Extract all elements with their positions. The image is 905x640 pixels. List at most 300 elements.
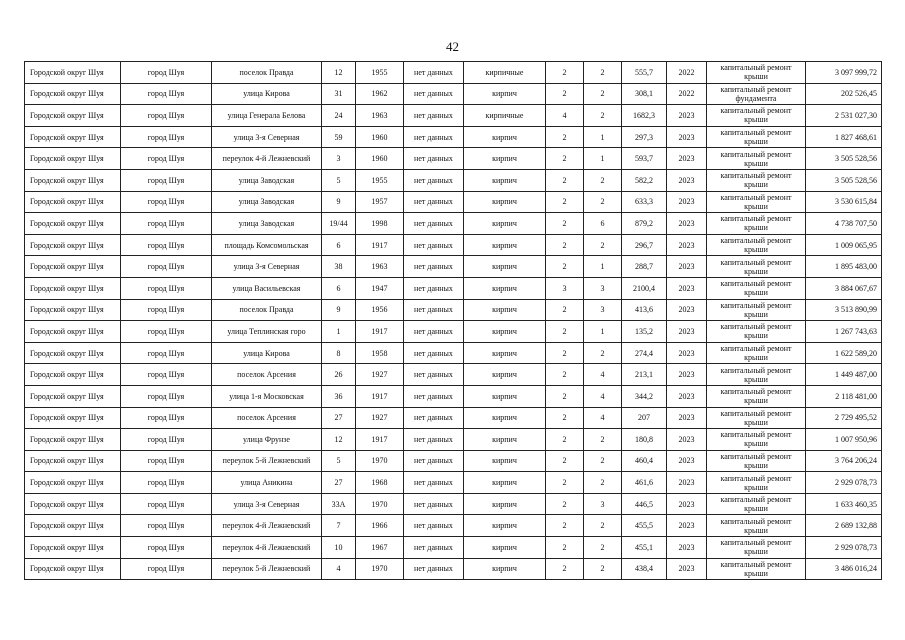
cost-cell: 3 097 999,72 bbox=[806, 62, 882, 84]
entrances-cell: 2 bbox=[584, 558, 622, 580]
area-cell: 1682,3 bbox=[622, 105, 667, 127]
work-type-cell: капитальный ремонт крыши bbox=[707, 213, 806, 235]
work-type-cell: капитальный ремонт крыши bbox=[707, 364, 806, 386]
district-cell: Городской округ Шуя bbox=[25, 537, 121, 559]
floors-cell: 2 bbox=[546, 83, 584, 105]
year-data-cell: нет данных bbox=[404, 126, 464, 148]
city-cell: город Шуя bbox=[121, 213, 212, 235]
street-cell: переулок 5-й Лежневский bbox=[212, 450, 322, 472]
street-cell: улица 3-я Северная bbox=[212, 256, 322, 278]
work-type-cell: капитальный ремонт крыши bbox=[707, 299, 806, 321]
area-cell: 207 bbox=[622, 407, 667, 429]
entrances-cell: 4 bbox=[584, 385, 622, 407]
house-number-cell: 9 bbox=[322, 191, 356, 213]
year-built-cell: 1970 bbox=[356, 450, 404, 472]
city-cell: город Шуя bbox=[121, 234, 212, 256]
cost-cell: 1 827 468,61 bbox=[806, 126, 882, 148]
year-data-cell: нет данных bbox=[404, 213, 464, 235]
area-cell: 455,1 bbox=[622, 537, 667, 559]
street-cell: площадь Комсомольская bbox=[212, 234, 322, 256]
year-built-cell: 1955 bbox=[356, 169, 404, 191]
table-row bbox=[25, 342, 882, 364]
street-cell: переулок 4-й Лежневский bbox=[212, 515, 322, 537]
entrances-cell: 1 bbox=[584, 321, 622, 343]
work-type-cell: капитальный ремонт крыши bbox=[707, 558, 806, 580]
year-built-cell: 1962 bbox=[356, 83, 404, 105]
work-type-cell: капитальный ремонт крыши bbox=[707, 256, 806, 278]
table-row bbox=[25, 493, 882, 515]
house-number-cell: 59 bbox=[322, 126, 356, 148]
district-cell: Городской округ Шуя bbox=[25, 493, 121, 515]
city-cell: город Шуя bbox=[121, 169, 212, 191]
table-row bbox=[25, 83, 882, 105]
house-number-cell: 27 bbox=[322, 472, 356, 494]
district-cell: Городской округ Шуя bbox=[25, 256, 121, 278]
plan-year-cell: 2023 bbox=[667, 472, 707, 494]
table-row bbox=[25, 148, 882, 170]
plan-year-cell: 2023 bbox=[667, 407, 707, 429]
city-cell: город Шуя bbox=[121, 364, 212, 386]
district-cell: Городской округ Шуя bbox=[25, 385, 121, 407]
cost-cell: 3 513 890,99 bbox=[806, 299, 882, 321]
cost-cell: 2 689 132,88 bbox=[806, 515, 882, 537]
year-data-cell: нет данных bbox=[404, 277, 464, 299]
wall-material-cell: кирпич bbox=[464, 277, 546, 299]
cost-cell: 2 729 495,52 bbox=[806, 407, 882, 429]
plan-year-cell: 2023 bbox=[667, 558, 707, 580]
city-cell: город Шуя bbox=[121, 126, 212, 148]
work-type-cell: капитальный ремонт крыши bbox=[707, 472, 806, 494]
year-data-cell: нет данных bbox=[404, 472, 464, 494]
street-cell: улица 1-я Московская bbox=[212, 385, 322, 407]
cost-cell: 3 505 528,56 bbox=[806, 148, 882, 170]
house-number-cell: 7 bbox=[322, 515, 356, 537]
cost-cell: 2 531 027,30 bbox=[806, 105, 882, 127]
area-cell: 413,6 bbox=[622, 299, 667, 321]
wall-material-cell: кирпич bbox=[464, 83, 546, 105]
cost-cell: 1 267 743,63 bbox=[806, 321, 882, 343]
year-built-cell: 1947 bbox=[356, 277, 404, 299]
house-number-cell: 5 bbox=[322, 169, 356, 191]
entrances-cell: 6 bbox=[584, 213, 622, 235]
entrances-cell: 2 bbox=[584, 105, 622, 127]
year-data-cell: нет данных bbox=[404, 299, 464, 321]
plan-year-cell: 2023 bbox=[667, 364, 707, 386]
year-built-cell: 1967 bbox=[356, 537, 404, 559]
year-data-cell: нет данных bbox=[404, 321, 464, 343]
area-cell: 455,5 bbox=[622, 515, 667, 537]
table-row bbox=[25, 234, 882, 256]
work-type-cell: капитальный ремонт крыши bbox=[707, 450, 806, 472]
floors-cell: 2 bbox=[546, 493, 584, 515]
district-cell: Городской округ Шуя bbox=[25, 429, 121, 451]
wall-material-cell: кирпич bbox=[464, 450, 546, 472]
house-number-cell: 6 bbox=[322, 234, 356, 256]
cost-cell: 202 526,45 bbox=[806, 83, 882, 105]
housing-repair-table bbox=[24, 61, 882, 580]
house-number-cell: 3 bbox=[322, 148, 356, 170]
year-built-cell: 1960 bbox=[356, 148, 404, 170]
table-row bbox=[25, 407, 882, 429]
house-number-cell: 6 bbox=[322, 277, 356, 299]
cost-cell: 2 929 078,73 bbox=[806, 537, 882, 559]
year-built-cell: 1917 bbox=[356, 385, 404, 407]
area-cell: 582,2 bbox=[622, 169, 667, 191]
floors-cell: 2 bbox=[546, 256, 584, 278]
cost-cell: 1 895 483,00 bbox=[806, 256, 882, 278]
wall-material-cell: кирпич bbox=[464, 493, 546, 515]
table-row bbox=[25, 537, 882, 559]
year-built-cell: 1957 bbox=[356, 191, 404, 213]
house-number-cell: 36 bbox=[322, 385, 356, 407]
area-cell: 446,5 bbox=[622, 493, 667, 515]
city-cell: город Шуя bbox=[121, 256, 212, 278]
year-built-cell: 1966 bbox=[356, 515, 404, 537]
city-cell: город Шуя bbox=[121, 191, 212, 213]
year-data-cell: нет данных bbox=[404, 62, 464, 84]
area-cell: 879,2 bbox=[622, 213, 667, 235]
house-number-cell: 12 bbox=[322, 429, 356, 451]
wall-material-cell: кирпич bbox=[464, 256, 546, 278]
street-cell: улица Теплинская горо bbox=[212, 321, 322, 343]
wall-material-cell: кирпич bbox=[464, 558, 546, 580]
table-row bbox=[25, 299, 882, 321]
year-built-cell: 1960 bbox=[356, 126, 404, 148]
city-cell: город Шуя bbox=[121, 62, 212, 84]
plan-year-cell: 2023 bbox=[667, 299, 707, 321]
area-cell: 344,2 bbox=[622, 385, 667, 407]
street-cell: улица Кирова bbox=[212, 83, 322, 105]
entrances-cell: 2 bbox=[584, 472, 622, 494]
floors-cell: 2 bbox=[546, 148, 584, 170]
floors-cell: 2 bbox=[546, 407, 584, 429]
year-data-cell: нет данных bbox=[404, 342, 464, 364]
area-cell: 213,1 bbox=[622, 364, 667, 386]
table-row bbox=[25, 515, 882, 537]
floors-cell: 2 bbox=[546, 364, 584, 386]
work-type-cell: капитальный ремонт крыши bbox=[707, 537, 806, 559]
work-type-cell: капитальный ремонт крыши bbox=[707, 385, 806, 407]
area-cell: 461,6 bbox=[622, 472, 667, 494]
house-number-cell: 5 bbox=[322, 450, 356, 472]
plan-year-cell: 2023 bbox=[667, 277, 707, 299]
year-data-cell: нет данных bbox=[404, 558, 464, 580]
year-data-cell: нет данных bbox=[404, 169, 464, 191]
entrances-cell: 1 bbox=[584, 126, 622, 148]
plan-year-cell: 2023 bbox=[667, 537, 707, 559]
entrances-cell: 3 bbox=[584, 277, 622, 299]
street-cell: улица 3-я Северная bbox=[212, 493, 322, 515]
table-row bbox=[25, 321, 882, 343]
plan-year-cell: 2023 bbox=[667, 213, 707, 235]
district-cell: Городской округ Шуя bbox=[25, 321, 121, 343]
plan-year-cell: 2022 bbox=[667, 83, 707, 105]
year-data-cell: нет данных bbox=[404, 407, 464, 429]
floors-cell: 2 bbox=[546, 537, 584, 559]
work-type-cell: капитальный ремонт крыши bbox=[707, 277, 806, 299]
city-cell: город Шуя bbox=[121, 83, 212, 105]
house-number-cell: 9 bbox=[322, 299, 356, 321]
year-data-cell: нет данных bbox=[404, 105, 464, 127]
city-cell: город Шуя bbox=[121, 105, 212, 127]
work-type-cell: капитальный ремонт крыши bbox=[707, 191, 806, 213]
entrances-cell: 4 bbox=[584, 407, 622, 429]
house-number-cell: 10 bbox=[322, 537, 356, 559]
entrances-cell: 4 bbox=[584, 364, 622, 386]
year-data-cell: нет данных bbox=[404, 385, 464, 407]
table-row bbox=[25, 256, 882, 278]
floors-cell: 2 bbox=[546, 429, 584, 451]
entrances-cell: 2 bbox=[584, 234, 622, 256]
area-cell: 555,7 bbox=[622, 62, 667, 84]
city-cell: город Шуя bbox=[121, 299, 212, 321]
cost-cell: 4 738 707,50 bbox=[806, 213, 882, 235]
wall-material-cell: кирпич bbox=[464, 537, 546, 559]
street-cell: улица 3-я Северная bbox=[212, 126, 322, 148]
work-type-cell: капитальный ремонт крыши bbox=[707, 234, 806, 256]
area-cell: 288,7 bbox=[622, 256, 667, 278]
street-cell: переулок 5-й Лежневский bbox=[212, 558, 322, 580]
district-cell: Городской округ Шуя bbox=[25, 472, 121, 494]
area-cell: 135,2 bbox=[622, 321, 667, 343]
plan-year-cell: 2023 bbox=[667, 105, 707, 127]
district-cell: Городской округ Шуя bbox=[25, 407, 121, 429]
work-type-cell: капитальный ремонт крыши bbox=[707, 126, 806, 148]
year-built-cell: 1955 bbox=[356, 62, 404, 84]
city-cell: город Шуя bbox=[121, 472, 212, 494]
house-number-cell: 12 bbox=[322, 62, 356, 84]
floors-cell: 2 bbox=[546, 385, 584, 407]
plan-year-cell: 2023 bbox=[667, 493, 707, 515]
district-cell: Городской округ Шуя bbox=[25, 234, 121, 256]
floors-cell: 2 bbox=[546, 62, 584, 84]
year-built-cell: 1963 bbox=[356, 256, 404, 278]
floors-cell: 2 bbox=[546, 126, 584, 148]
cost-cell: 3 884 067,67 bbox=[806, 277, 882, 299]
table-row bbox=[25, 558, 882, 580]
cost-cell: 1 449 487,00 bbox=[806, 364, 882, 386]
year-data-cell: нет данных bbox=[404, 450, 464, 472]
plan-year-cell: 2023 bbox=[667, 148, 707, 170]
work-type-cell: капитальный ремонт крыши bbox=[707, 493, 806, 515]
entrances-cell: 2 bbox=[584, 450, 622, 472]
year-data-cell: нет данных bbox=[404, 83, 464, 105]
year-built-cell: 1998 bbox=[356, 213, 404, 235]
city-cell: город Шуя bbox=[121, 342, 212, 364]
entrances-cell: 1 bbox=[584, 256, 622, 278]
wall-material-cell: кирпичные bbox=[464, 62, 546, 84]
district-cell: Городской округ Шуя bbox=[25, 515, 121, 537]
area-cell: 180,8 bbox=[622, 429, 667, 451]
work-type-cell: капитальный ремонт крыши bbox=[707, 407, 806, 429]
year-data-cell: нет данных bbox=[404, 234, 464, 256]
entrances-cell: 3 bbox=[584, 299, 622, 321]
plan-year-cell: 2023 bbox=[667, 515, 707, 537]
cost-cell: 3 764 206,24 bbox=[806, 450, 882, 472]
street-cell: переулок 4-й Лежневский bbox=[212, 537, 322, 559]
work-type-cell: капитальный ремонт крыши bbox=[707, 169, 806, 191]
floors-cell: 2 bbox=[546, 472, 584, 494]
cost-cell: 3 486 016,24 bbox=[806, 558, 882, 580]
work-type-cell: капитальный ремонт крыши bbox=[707, 321, 806, 343]
year-built-cell: 1970 bbox=[356, 558, 404, 580]
entrances-cell: 2 bbox=[584, 191, 622, 213]
year-data-cell: нет данных bbox=[404, 364, 464, 386]
district-cell: Городской округ Шуя bbox=[25, 191, 121, 213]
work-type-cell: капитальный ремонт крыши bbox=[707, 429, 806, 451]
city-cell: город Шуя bbox=[121, 407, 212, 429]
plan-year-cell: 2023 bbox=[667, 256, 707, 278]
district-cell: Городской округ Шуя bbox=[25, 213, 121, 235]
house-number-cell: 19/44 bbox=[322, 213, 356, 235]
district-cell: Городской округ Шуя bbox=[25, 83, 121, 105]
street-cell: улица Заводская bbox=[212, 169, 322, 191]
street-cell: улица Генерала Белова bbox=[212, 105, 322, 127]
year-data-cell: нет данных bbox=[404, 256, 464, 278]
floors-cell: 2 bbox=[546, 191, 584, 213]
city-cell: город Шуя bbox=[121, 385, 212, 407]
house-number-cell: 24 bbox=[322, 105, 356, 127]
house-number-cell: 38 bbox=[322, 256, 356, 278]
page-number: 42 bbox=[446, 39, 459, 54]
entrances-cell: 2 bbox=[584, 83, 622, 105]
year-data-cell: нет данных bbox=[404, 148, 464, 170]
street-cell: улица Заводская bbox=[212, 213, 322, 235]
floors-cell: 3 bbox=[546, 277, 584, 299]
area-cell: 593,7 bbox=[622, 148, 667, 170]
entrances-cell: 2 bbox=[584, 62, 622, 84]
entrances-cell: 2 bbox=[584, 342, 622, 364]
district-cell: Городской округ Шуя bbox=[25, 342, 121, 364]
work-type-cell: капитальный ремонт крыши bbox=[707, 342, 806, 364]
wall-material-cell: кирпич bbox=[464, 169, 546, 191]
plan-year-cell: 2022 bbox=[667, 62, 707, 84]
wall-material-cell: кирпич bbox=[464, 234, 546, 256]
plan-year-cell: 2023 bbox=[667, 191, 707, 213]
year-built-cell: 1927 bbox=[356, 407, 404, 429]
table-row bbox=[25, 364, 882, 386]
cost-cell: 1 622 589,20 bbox=[806, 342, 882, 364]
year-data-cell: нет данных bbox=[404, 537, 464, 559]
cost-cell: 3 505 528,56 bbox=[806, 169, 882, 191]
cost-cell: 2 118 481,00 bbox=[806, 385, 882, 407]
cost-cell: 1 007 950,96 bbox=[806, 429, 882, 451]
work-type-cell: капитальный ремонт крыши bbox=[707, 105, 806, 127]
city-cell: город Шуя bbox=[121, 277, 212, 299]
entrances-cell: 3 bbox=[584, 493, 622, 515]
city-cell: город Шуя bbox=[121, 450, 212, 472]
area-cell: 2100,4 bbox=[622, 277, 667, 299]
floors-cell: 4 bbox=[546, 105, 584, 127]
wall-material-cell: кирпич bbox=[464, 472, 546, 494]
floors-cell: 2 bbox=[546, 450, 584, 472]
street-cell: поселок Правда bbox=[212, 62, 322, 84]
table-row bbox=[25, 105, 882, 127]
year-data-cell: нет данных bbox=[404, 493, 464, 515]
house-number-cell: 26 bbox=[322, 364, 356, 386]
wall-material-cell: кирпич bbox=[464, 342, 546, 364]
table-body bbox=[25, 62, 882, 580]
area-cell: 460,4 bbox=[622, 450, 667, 472]
year-built-cell: 1968 bbox=[356, 472, 404, 494]
wall-material-cell: кирпич bbox=[464, 429, 546, 451]
year-built-cell: 1917 bbox=[356, 429, 404, 451]
cost-cell: 3 530 615,84 bbox=[806, 191, 882, 213]
floors-cell: 2 bbox=[546, 213, 584, 235]
cost-cell: 1 633 460,35 bbox=[806, 493, 882, 515]
house-number-cell: 31 bbox=[322, 83, 356, 105]
area-cell: 308,1 bbox=[622, 83, 667, 105]
plan-year-cell: 2023 bbox=[667, 385, 707, 407]
year-built-cell: 1956 bbox=[356, 299, 404, 321]
district-cell: Городской округ Шуя bbox=[25, 299, 121, 321]
plan-year-cell: 2023 bbox=[667, 342, 707, 364]
table-row bbox=[25, 191, 882, 213]
floors-cell: 2 bbox=[546, 234, 584, 256]
cost-cell: 2 929 078,73 bbox=[806, 472, 882, 494]
year-data-cell: нет данных bbox=[404, 191, 464, 213]
floors-cell: 2 bbox=[546, 342, 584, 364]
table-row bbox=[25, 169, 882, 191]
street-cell: переулок 4-й Лежневский bbox=[212, 148, 322, 170]
floors-cell: 2 bbox=[546, 169, 584, 191]
house-number-cell: 27 bbox=[322, 407, 356, 429]
plan-year-cell: 2023 bbox=[667, 234, 707, 256]
entrances-cell: 2 bbox=[584, 537, 622, 559]
city-cell: город Шуя bbox=[121, 515, 212, 537]
house-number-cell: 33А bbox=[322, 493, 356, 515]
year-data-cell: нет данных bbox=[404, 515, 464, 537]
work-type-cell: капитальный ремонт крыши bbox=[707, 148, 806, 170]
wall-material-cell: кирпич bbox=[464, 515, 546, 537]
city-cell: город Шуя bbox=[121, 148, 212, 170]
city-cell: город Шуя bbox=[121, 493, 212, 515]
wall-material-cell: кирпич bbox=[464, 385, 546, 407]
area-cell: 633,3 bbox=[622, 191, 667, 213]
year-built-cell: 1917 bbox=[356, 321, 404, 343]
wall-material-cell: кирпич bbox=[464, 299, 546, 321]
area-cell: 438,4 bbox=[622, 558, 667, 580]
wall-material-cell: кирпичные bbox=[464, 105, 546, 127]
table-row bbox=[25, 429, 882, 451]
area-cell: 296,7 bbox=[622, 234, 667, 256]
year-data-cell: нет данных bbox=[404, 429, 464, 451]
entrances-cell: 1 bbox=[584, 148, 622, 170]
wall-material-cell: кирпич bbox=[464, 148, 546, 170]
work-type-cell: капитальный ремонт крыши bbox=[707, 515, 806, 537]
table-row bbox=[25, 62, 882, 84]
plan-year-cell: 2023 bbox=[667, 450, 707, 472]
district-cell: Городской округ Шуя bbox=[25, 364, 121, 386]
city-cell: город Шуя bbox=[121, 429, 212, 451]
entrances-cell: 2 bbox=[584, 429, 622, 451]
district-cell: Городской округ Шуя bbox=[25, 62, 121, 84]
district-cell: Городской округ Шуя bbox=[25, 558, 121, 580]
table-row bbox=[25, 472, 882, 494]
city-cell: город Шуя bbox=[121, 321, 212, 343]
entrances-cell: 2 bbox=[584, 169, 622, 191]
house-number-cell: 8 bbox=[322, 342, 356, 364]
table-row bbox=[25, 385, 882, 407]
street-cell: поселок Арсения bbox=[212, 364, 322, 386]
area-cell: 297,3 bbox=[622, 126, 667, 148]
district-cell: Городской округ Шуя bbox=[25, 126, 121, 148]
house-number-cell: 4 bbox=[322, 558, 356, 580]
plan-year-cell: 2023 bbox=[667, 429, 707, 451]
district-cell: Городской округ Шуя bbox=[25, 450, 121, 472]
wall-material-cell: кирпич bbox=[464, 191, 546, 213]
area-cell: 274,4 bbox=[622, 342, 667, 364]
